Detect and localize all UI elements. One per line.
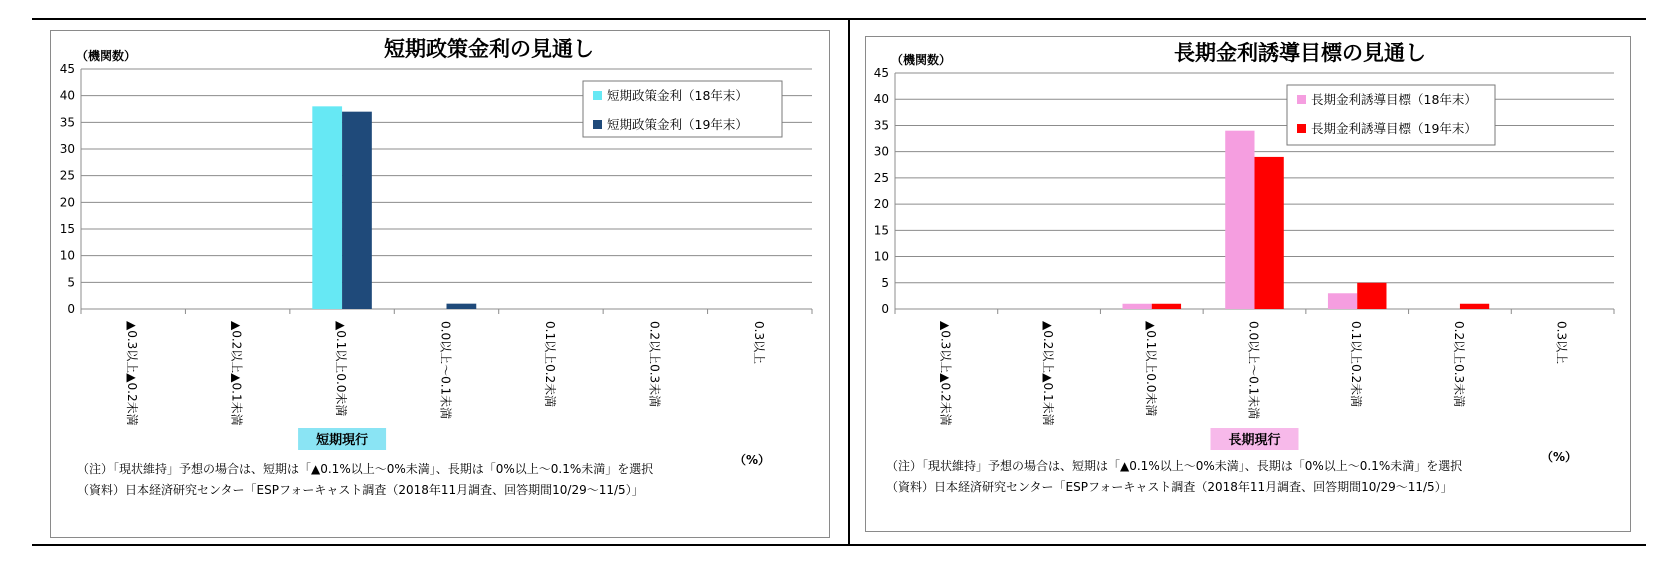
y-axis-label: （機関数） (891, 53, 952, 67)
x-tick-label: 0.0以上～0.1未満 (1246, 321, 1261, 420)
x-tick-label: ▲0.3以上▲0.2未満 (125, 321, 140, 426)
bar (1255, 157, 1284, 309)
long-rate-chart-panel (865, 36, 1631, 532)
y-tick-label: 40 (873, 92, 889, 107)
legend-label: 長期金利誘導目標（18年末） (1311, 92, 1477, 107)
x-tick-label: 0.0以上～0.1未満 (438, 321, 453, 420)
y-tick-label: 10 (873, 249, 889, 264)
chart-title: 短期政策金利の見通し (384, 37, 594, 61)
bar (1328, 293, 1357, 309)
x-tick-label: 0.1以上0.2未満 (1349, 321, 1364, 408)
x-unit-label: （%） (1541, 450, 1578, 464)
bar (1460, 304, 1489, 309)
legend-label: 短期政策金利（18年末） (607, 88, 748, 103)
x-unit-label: （%） (734, 453, 771, 467)
y-tick-label: 10 (59, 248, 75, 263)
y-tick-label: 30 (59, 142, 75, 156)
y-tick-label: 0 (881, 302, 889, 316)
y-tick-label: 20 (873, 197, 889, 212)
x-tick-label: 0.2以上0.3未満 (1451, 321, 1466, 408)
note-text: （注）「現状維持」予想の場合は、短期は「▲0.1%以上～0%未満」、長期は「0%以上～0.1%未満」を選択 (77, 462, 654, 476)
x-tick-label: ▲0.2以上▲0.1未満 (229, 321, 244, 426)
short-rate-chart-panel (50, 30, 830, 538)
y-tick-label: 30 (873, 144, 889, 159)
bar (1152, 304, 1181, 309)
source-text: （資料）日本経済研究センター「ESPフォーキャスト調査（2018年11月調査、回答期間10/29～11/5）」 (886, 480, 1453, 494)
y-tick-label: 15 (873, 223, 889, 238)
y-tick-label: 0 (67, 302, 75, 316)
bar (1357, 283, 1386, 309)
y-tick-label: 45 (873, 66, 889, 80)
y-tick-label: 35 (873, 118, 889, 133)
legend-swatch (593, 91, 602, 100)
note-text: （注）「現状維持」予想の場合は、短期は「▲0.1%以上～0%未満」、長期は「0%以上～0.1%未満」を選択 (886, 459, 1463, 473)
bar (447, 304, 477, 309)
current-policy-label: 短期現行 (316, 433, 369, 448)
y-tick-label: 15 (59, 222, 75, 236)
y-tick-label: 20 (59, 195, 75, 210)
y-tick-label: 5 (881, 275, 889, 290)
legend-swatch (1297, 124, 1306, 133)
bar (342, 112, 372, 309)
y-tick-label: 35 (59, 115, 75, 130)
short-rate-chart (51, 31, 829, 537)
y-tick-label: 5 (67, 275, 75, 290)
figure-divider (848, 18, 850, 546)
x-tick-label: ▲0.3以上▲0.2未満 (938, 321, 953, 426)
legend-swatch (593, 120, 602, 129)
current-policy-label: 長期現行 (1228, 433, 1281, 448)
legend-swatch (1297, 95, 1306, 104)
x-tick-label: ▲0.2以上▲0.1未満 (1041, 321, 1056, 426)
x-tick-label: 0.2以上0.3未満 (647, 321, 662, 408)
bar (1225, 131, 1254, 309)
x-tick-label: 0.3以上 (751, 321, 766, 365)
source-text: （資料）日本経済研究センター「ESPフォーキャスト調査（2018年11月調査、回答期間10/29～11/5）」 (77, 483, 644, 497)
chart-title: 長期金利誘導目標の見通し (1174, 41, 1426, 65)
x-tick-label: 0.3以上 (1554, 321, 1569, 365)
x-tick-label: 0.1以上0.2未満 (542, 321, 557, 408)
y-tick-label: 25 (59, 168, 75, 183)
bar (1123, 304, 1152, 309)
x-tick-label: ▲0.1以上0.0未満 (1143, 321, 1158, 417)
y-tick-label: 40 (59, 88, 75, 103)
bar (312, 106, 342, 309)
long-rate-chart (866, 37, 1630, 531)
y-tick-label: 25 (873, 170, 889, 185)
legend-label: 短期政策金利（19年末） (607, 117, 748, 132)
x-tick-label: ▲0.1以上0.0未満 (334, 321, 349, 417)
y-tick-label: 45 (59, 62, 75, 76)
y-axis-label: （機関数） (76, 49, 137, 63)
legend-label: 長期金利誘導目標（19年末） (1311, 121, 1477, 136)
